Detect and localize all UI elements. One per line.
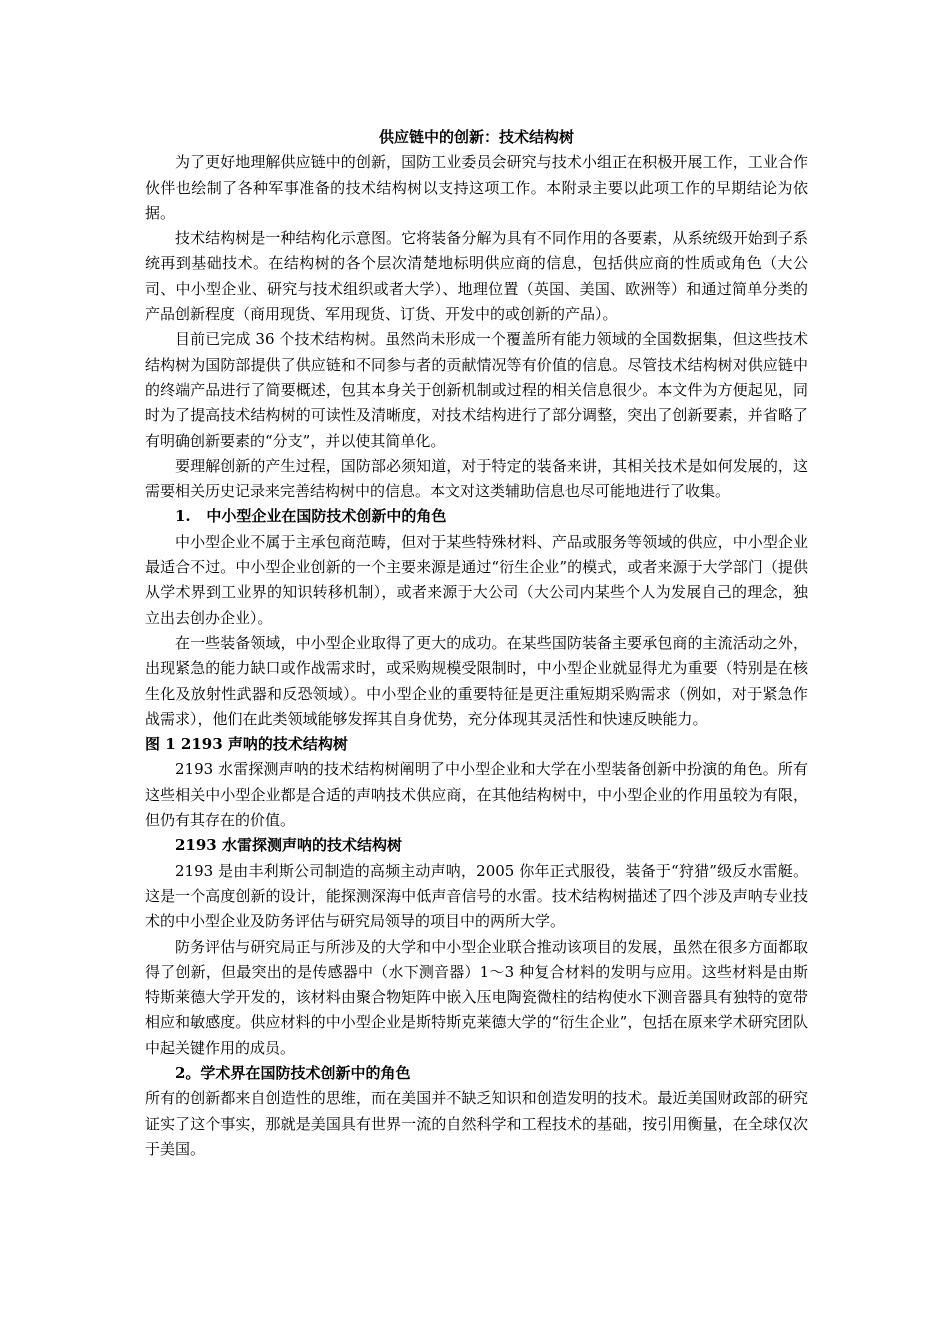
paragraph-tech-tree-status: 目前已完成 36 个技术结构树。虽然尚未形成一个覆盖所有能力领域的全国数据集，但这些技术结构树为国防部提供了供应链和不同参与者的贡献情况等有价值的信息。尽管技术结构树对供应链中的终端产品进行了简要概述，包其本身关于创新机制或过程的相关信息很少。本文件为方便起见，同时为了提高技术结构树的可读性及清晰度，对技术结构进行了部分调整，突出了创新要素，并省略了有明确创新要素的“分支”，并以使其简单化。 <box>145 330 808 450</box>
subsection-heading-sonar-tree: 2193 水雷探测声呐的技术结构树 <box>175 836 402 855</box>
paragraph-sme-success: 在一些装备领域，中小型企业取得了更大的成功。在某些国防装备主要承包商的主流活动之外，出现紧急的能力缺口或作战需求时，或采购规模受限制时，中小型企业就显得尤为重要（特别是在核生化及放射性武器和反恐领域）。中小型企业的重要特征是更注重短期采购需求（例如，对于紧急作战需求），他们在此类领域能够发挥其自身优势，充分体现其灵活性和快速反映能力。 <box>145 633 808 728</box>
document-title: 供应链中的创新：技术结构树 <box>378 128 574 146</box>
section-heading-sme-role: 1. 中小型企业在国防技术创新中的角色 <box>175 507 447 526</box>
paragraph-sonar-materials: 防务评估与研究局正与所涉及的大学和中小型企业联合推动该项目的发展，虽然在很多方面都取得了创新，但最突出的是传感器中（水下测音器）1～3 种复合材料的发明与应用。这些材料是由斯特斯莱德大学开发的，该材料由聚合物矩阵中嵌入压电陶瓷微柱的结构使水下测音器具有独特的宽带相应和敏感度。供应材料的中小型企业是斯特斯克莱德大学的“衍生企业”，包括在原来学术研究团队中起关键作用的成员。 <box>145 937 808 1057</box>
paragraph-sonar-tree-overview: 2193 水雷探测声呐的技术结构树阐明了中小型企业和大学在小型装备创新中扮演的角色。所有这些相关中小型企业都是合适的声呐技术供应商，在其他结构树中，中小型企业的作用虽较为有限，但仍有其存在的价值。 <box>145 760 808 830</box>
section-heading-academia-role: 2。学术界在国防技术创新中的角色 <box>175 1063 411 1082</box>
paragraph-sme-supply: 中小型企业不属于主承包商范畴，但对于某些特殊材料、产品或服务等领域的供应，中小型企业最适合不过。中小型企业创新的一个主要来源是通过“衍生企业”的模式，或者来源于大学部门（提供从学术界到工业界的知识转移机制），或者来源于大公司（大公司内某些个人为发展自己的理念，独立出去创办企业）。 <box>145 532 808 627</box>
paragraph-tech-tree-definition: 技术结构树是一种结构化示意图。它将装备分解为具有不同作用的各要素，从系统级开始到子系统再到基础技术。在结构树的各个层次清楚地标明供应商的信息，包括供应商的性质或角色（大公司、中小型企业、研究与技术组织或者大学）、地理位置（英国、美国、欧洲等）和通过简单分类的产品创新程度（商用现货、军用现货、订货、开发中的或创新的产品）。 <box>145 229 808 324</box>
paragraph-sonar-description: 2193 是由丰利斯公司制造的高频主动声呐，2005 你年正式服役，装备于“狩猎”级反水雷艇。这是一个高度创新的设计，能探测深海中低声音信号的水雷。技术结构树描述了四个涉及声呐专业技术的中小型企业及防务评估与研究局领导的项目中的两所大学。 <box>145 861 808 931</box>
paragraph-intro: 为了更好地理解供应链中的创新，国防工业委员会研究与技术小组正在积极开展工作，工业合作伙伴也绘制了各种军事准备的技术结构树以支持这项工作。本附录主要以此项工作的早期结论为依据。 <box>145 153 808 222</box>
paragraph-innovation-process: 要理解创新的产生过程，国防部必须知道，对于特定的装备来讲，其相关技术是如何发展的，这需要相关历史记录来完善结构树中的信息。本文对这类辅助信息也尽可能地进行了收集。 <box>145 456 808 501</box>
figure-caption: 图 1 2193 声呐的技术结构树 <box>145 735 348 754</box>
document-page <box>145 125 808 1162</box>
paragraph-academia-creativity: 所有的创新都来自创造性的思维，而在美国并不缺乏知识和创造发明的技术。最近美国财政部的研究证实了这个事实，那就是美国具有世界一流的自然科学和工程技术的基础，按引用衡量，在全球仅次于美国。 <box>145 1089 808 1158</box>
